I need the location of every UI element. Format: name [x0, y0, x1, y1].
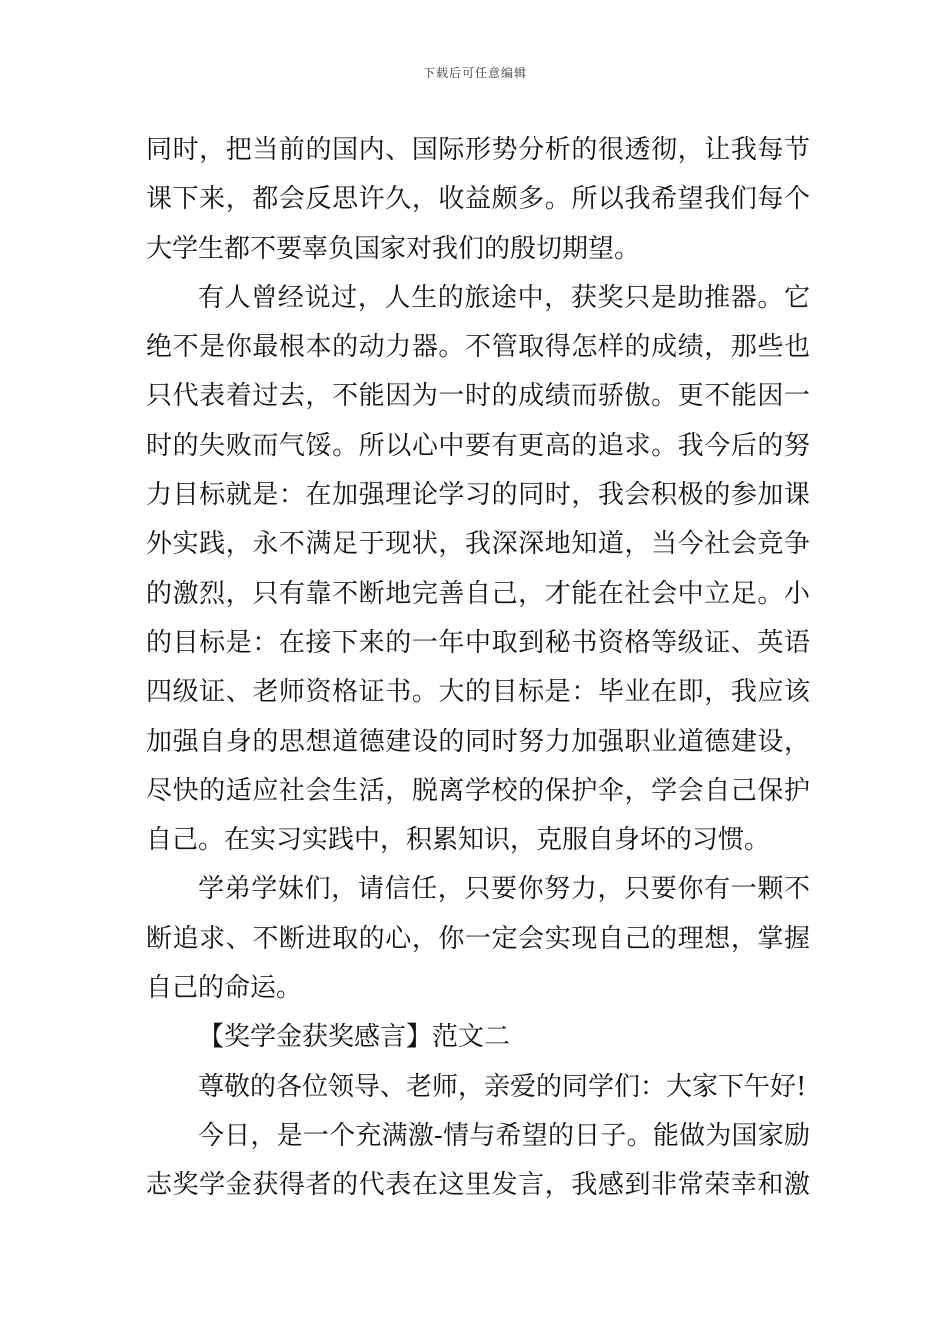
- text-line: 有人曾经说过，人生的旅途中，获奖只是助推器。它: [198, 282, 810, 313]
- text-line: 学弟学妹们，请信任，只要你努力，只要你有一颗不: [198, 874, 810, 905]
- text-line: 绝不是你最根本的动力器。不管取得怎样的成绩，那些也: [146, 332, 810, 363]
- text-line: 外实践，永不满足于现状，我深深地知道，当今社会竞争: [146, 529, 810, 560]
- text-line: 自己。在实习实践中，积累知识，克服自身坏的习惯。: [146, 825, 771, 856]
- text-line: 的激烈，只有靠不断地完善自己，才能在社会中立足。小: [146, 578, 810, 609]
- text-line: 力目标就是：在加强理论学习的同时，我会积极的参加课: [146, 480, 810, 511]
- text-line: 大学生都不要辜负国家对我们的殷切期望。: [146, 233, 641, 264]
- text-line: 的目标是：在接下来的一年中取到秘书资格等级证、英语: [146, 627, 810, 658]
- text-line: 只代表着过去，不能因为一时的成绩而骄傲。更不能因一: [146, 381, 810, 412]
- text-line: 自己的命运。: [146, 973, 303, 1004]
- text-line: 同时，把当前的国内、国际形势分析的很透彻，让我每节: [146, 135, 810, 165]
- text-line: 今日，是一个充满激-情与希望的日子。能做为国家励: [198, 1120, 810, 1151]
- text-line: 【奖学金获奖感言】范文二: [198, 1022, 511, 1053]
- text-line: 尊敬的各位领导、老师，亲爱的同学们：大家下午好!: [198, 1071, 807, 1102]
- text-line: 四级证、老师资格证书。大的目标是：毕业在即，我应该: [146, 677, 810, 708]
- text-line: 尽快的适应社会生活，脱离学校的保护伞，学会自己保护: [146, 775, 810, 806]
- text-line: 断追求、不断进取的心，你一定会实现自己的理想，掌握: [146, 923, 810, 954]
- text-line: 志奖学金获得者的代表在这里发言，我感到非常荣幸和激: [146, 1170, 810, 1201]
- text-line: 时的失败而气馁。所以心中要有更高的追求。我今后的努: [146, 430, 810, 461]
- page-header: 下载后可任意编辑: [422, 66, 527, 80]
- document-body: [146, 126, 810, 1211]
- text-line: 加强自身的思想道德建设的同时努力加强职业道德建设，: [146, 726, 810, 757]
- text-line: 课下来，都会反思许久，收益颇多。所以我希望我们每个: [146, 184, 810, 215]
